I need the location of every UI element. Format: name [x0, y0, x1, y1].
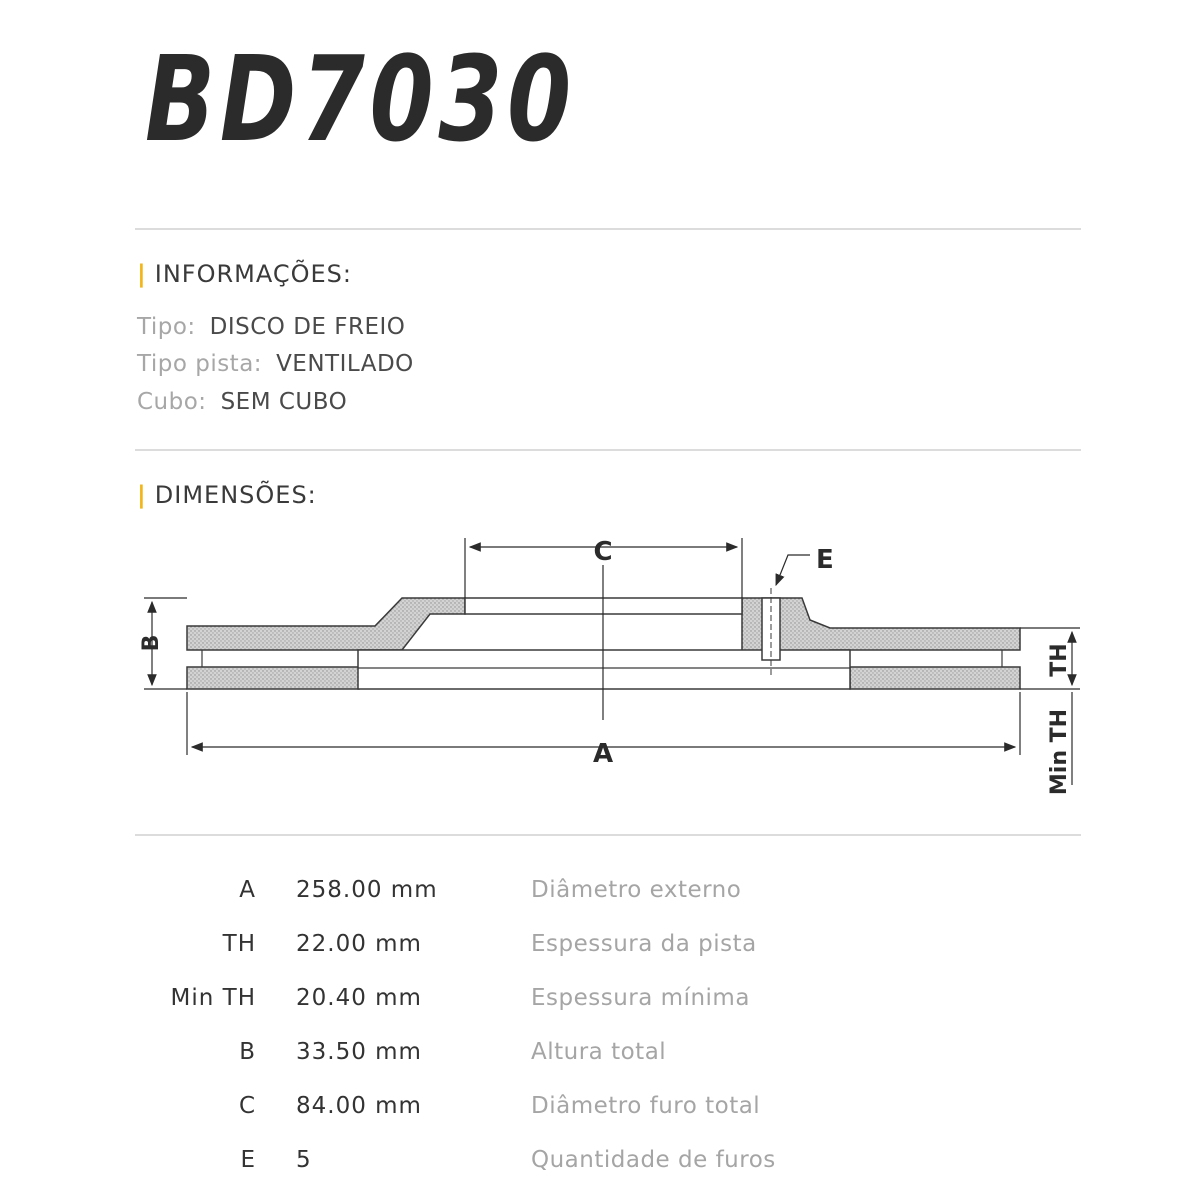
product-code-title: BD7030 [145, 30, 576, 168]
left-upper-plate [187, 598, 465, 650]
dimension-value: 84.00 mm [296, 1093, 422, 1119]
dimension-row [0, 985, 1200, 1025]
info-label: Tipo pista: [137, 351, 263, 377]
dimension-row [0, 1147, 1200, 1187]
dimension-value: 33.50 mm [296, 1039, 422, 1065]
label-c: C [593, 537, 613, 567]
label-th: TH [1047, 643, 1072, 677]
label-min-th: Min TH [1047, 708, 1072, 796]
info-label: Cubo: [137, 389, 207, 415]
dimension-description: Espessura da pista [531, 931, 757, 957]
info-row-cubo [137, 389, 347, 415]
dimension-code: TH [222, 931, 256, 957]
accent-bar: | [137, 481, 147, 509]
info-heading [137, 260, 352, 288]
info-value: VENTILADO [276, 351, 414, 377]
dimension-description: Altura total [531, 1039, 667, 1065]
right-lower-plate [850, 667, 1020, 689]
label-e: E [816, 545, 834, 575]
dimension-description: Diâmetro furo total [531, 1093, 761, 1119]
dimension-code: E [240, 1147, 256, 1173]
dimension-value: 20.40 mm [296, 985, 422, 1011]
brake-disc-cross-section-diagram [130, 530, 1090, 810]
label-a: A [592, 739, 614, 769]
dimension-row [0, 1039, 1200, 1079]
dimension-description: Espessura mínima [531, 985, 750, 1011]
info-label: Tipo: [137, 314, 196, 340]
info-row-tipo [137, 314, 405, 340]
dimension-row [0, 931, 1200, 971]
accent-bar: | [137, 260, 147, 288]
dimensions-heading-label: DIMENSÕES: [154, 481, 317, 509]
info-value: SEM CUBO [220, 389, 348, 415]
dimension-code: Min TH [170, 985, 256, 1011]
info-row-tipo-pista [137, 351, 414, 377]
dimension-description: Diâmetro externo [531, 877, 742, 903]
info-value: DISCO DE FREIO [209, 314, 406, 340]
dimension-value: 5 [296, 1147, 312, 1173]
dimension-row [0, 877, 1200, 917]
dimension-value: 258.00 mm [296, 877, 438, 903]
label-b: B [139, 634, 164, 652]
dimensions-heading [137, 481, 317, 509]
divider [135, 834, 1081, 836]
divider [135, 228, 1081, 230]
divider [135, 449, 1081, 451]
dimension-code: A [239, 877, 256, 903]
dimension-value: 22.00 mm [296, 931, 422, 957]
dimension-row [0, 1093, 1200, 1133]
info-heading-label: INFORMAÇÕES: [154, 260, 353, 288]
dimension-description: Quantidade de furos [531, 1147, 776, 1173]
dimension-code: B [239, 1039, 256, 1065]
dimension-code: C [238, 1093, 256, 1119]
left-lower-plate [187, 667, 359, 689]
